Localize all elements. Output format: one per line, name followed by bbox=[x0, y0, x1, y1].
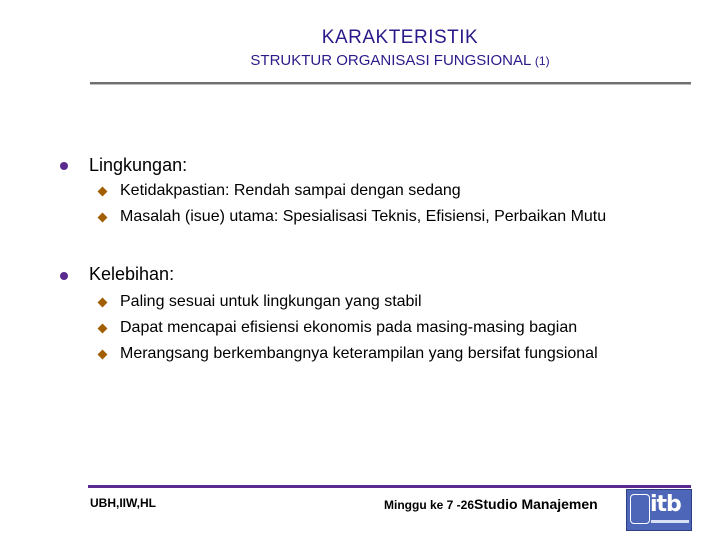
bullet-icon bbox=[60, 272, 68, 280]
title-divider bbox=[90, 82, 691, 84]
diamond-bullet-icon bbox=[98, 298, 108, 308]
diamond-bullet-icon bbox=[98, 350, 108, 360]
itb-logo bbox=[626, 489, 692, 531]
list-item: Masalah (isue) utama: Spesialisasi Teknis, Efisiensi, Perbaikan Mutu bbox=[120, 208, 607, 225]
diamond-bullet-icon bbox=[98, 324, 108, 334]
slide-subtitle bbox=[0, 52, 720, 69]
seal-icon bbox=[630, 494, 650, 524]
list-item: Ketidakpastian: Rendah sampai dengan sedang bbox=[120, 182, 461, 199]
section-heading-kelebihan: Kelebihan: bbox=[89, 264, 175, 284]
logo-mark: itb bbox=[650, 492, 681, 517]
footer-divider bbox=[88, 485, 691, 488]
footer-authors: UBH,IIW,HL bbox=[90, 496, 156, 510]
diamond-bullet-icon bbox=[98, 213, 108, 223]
list-item: Dapat mencapai efisiensi ekonomis pada masing-masing bagian bbox=[120, 319, 578, 336]
logo-tagline bbox=[651, 520, 689, 523]
footer-session: Minggu ke 7 -26 bbox=[384, 498, 475, 512]
list-item: Paling sesuai untuk lingkungan yang stabil bbox=[120, 293, 422, 310]
list-item: Merangsang berkembangnya keterampilan yang bersifat fungsional bbox=[120, 345, 598, 362]
subtitle-text: STRUKTUR ORGANISASI FUNGSIONAL bbox=[250, 52, 531, 69]
footer-course: Studio Manajemen bbox=[474, 496, 598, 512]
subtitle-number: (1) bbox=[534, 54, 550, 68]
bullet-icon bbox=[60, 162, 68, 170]
diamond-bullet-icon bbox=[98, 187, 108, 197]
footer-course-info bbox=[384, 496, 598, 512]
section-heading-lingkungan: Lingkungan: bbox=[89, 155, 188, 175]
slide-title: KARAKTERISTIK bbox=[321, 27, 479, 48]
